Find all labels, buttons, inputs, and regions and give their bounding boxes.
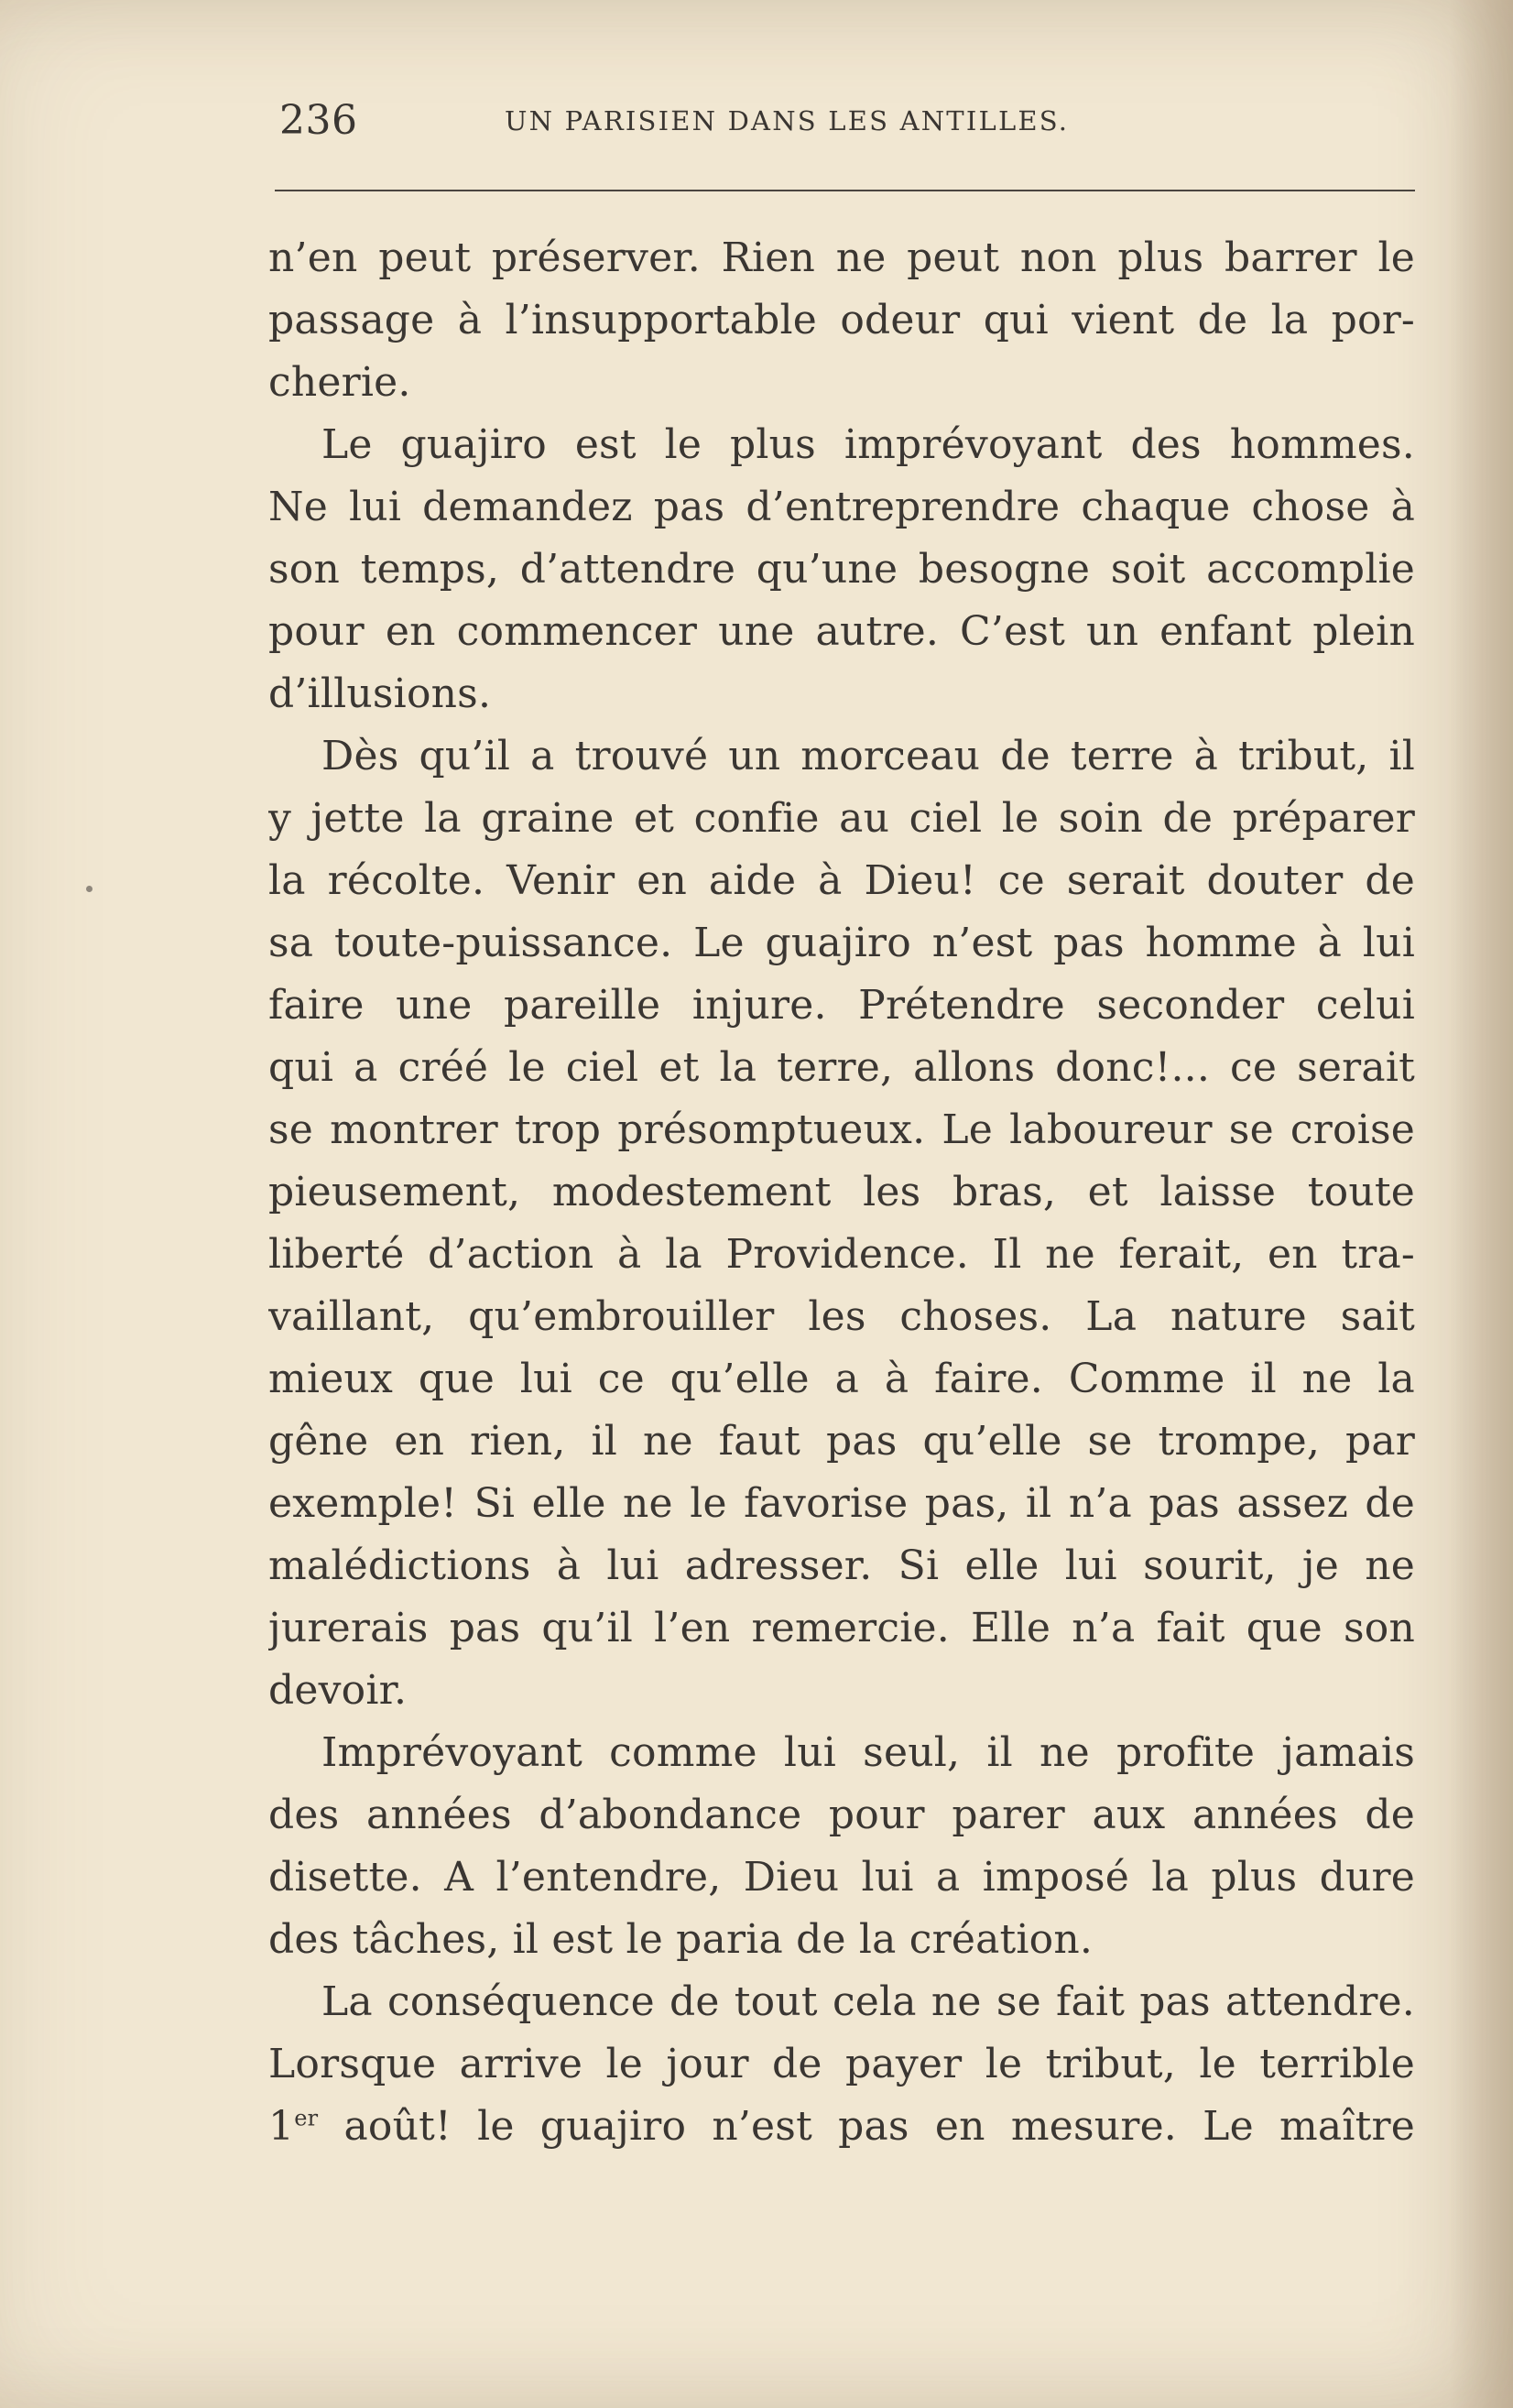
text-line: la récolte. Venir en aide à Dieu! ce serait douter de xyxy=(268,857,1415,904)
text-line: son temps, d’attendre qu’une besogne soit accomplie xyxy=(268,546,1415,593)
text-line: des tâches, il est le paria de la création. xyxy=(268,1916,1094,1963)
text-line: Le guajiro est le plus imprévoyant des hommes. xyxy=(321,421,1415,468)
page-number: 236 xyxy=(279,97,358,144)
text-line: se montrer trop présomptueux. Le laboureur se croise xyxy=(268,1106,1415,1153)
text-line: passage à l’insupportable odeur qui vient de la por- xyxy=(268,297,1415,343)
text-line: faire une pareille injure. Prétendre seconder celui xyxy=(268,982,1415,1029)
text-line: pour en commencer une autre. C’est un enfant plein xyxy=(268,608,1415,655)
text-line: Ne lui demandez pas d’entreprendre chaque chose à xyxy=(268,484,1415,530)
text-line: gêne en rien, il ne faut pas qu’elle se trompe, par xyxy=(268,1418,1415,1465)
text-line: d’illusions. xyxy=(268,670,492,717)
text-line: La conséquence de tout cela ne se fait pas attendre. xyxy=(321,1978,1415,2025)
running-head xyxy=(279,93,1415,148)
text-line: malédictions à lui adresser. Si elle lui sourit, je ne xyxy=(268,1542,1415,1589)
text-line: devoir. xyxy=(268,1667,408,1714)
text-line: liberté d’action à la Providence. Il ne ferait, en tra- xyxy=(268,1231,1415,1278)
text-line: exemple! Si elle ne le favorise pas, il n’a pas assez de xyxy=(268,1480,1415,1527)
text-line: Imprévoyant comme lui seul, il ne profite jamais xyxy=(321,1729,1415,1776)
body-text xyxy=(268,227,1415,2158)
text-line: qui a créé le ciel et la terre, allons donc!... ce serait xyxy=(268,1044,1415,1091)
text-line: pieusement, modestement les bras, et laisse toute xyxy=(268,1169,1415,1215)
text-line: cherie. xyxy=(268,359,411,406)
text-line: sa toute-puissance. Le guajiro n’est pas homme à lui xyxy=(268,920,1415,966)
text-line: mieux que lui ce qu’elle a à faire. Comme il ne la xyxy=(268,1356,1415,1402)
text-line: vaillant, qu’embrouiller les choses. La nature sait xyxy=(268,1293,1415,1340)
text-line-last xyxy=(268,2096,1415,2158)
margin-mark xyxy=(86,886,93,892)
text-line: disette. A l’entendre, Dieu lui a imposé la plus dure xyxy=(268,1854,1415,1901)
header-rule xyxy=(275,190,1415,191)
page-edge-shadow xyxy=(1449,0,1513,2408)
running-title: UN PARISIEN DANS LES ANTILLES. xyxy=(505,105,1070,136)
text-line: Lorsque arrive le jour de payer le tribut, le terrible xyxy=(268,2041,1415,2087)
text-line: Dès qu’il a trouvé un morceau de terre à tribut, il xyxy=(321,733,1415,779)
text-line: n’en peut préserver. Rien ne peut non plus barrer le xyxy=(268,234,1415,281)
date-superscript: er xyxy=(294,2105,319,2131)
text-line: y jette la graine et confie au ciel le soin de préparer xyxy=(268,795,1415,842)
text-line: jurerais pas qu’il l’en remercie. Elle n’a fait que son xyxy=(268,1605,1415,1651)
last-line-text: août! le guajiro n’est pas en mesure. Le maître xyxy=(318,2103,1415,2150)
text-line: des années d’abondance pour parer aux années de xyxy=(268,1792,1415,1838)
date-number: 1 xyxy=(268,2103,295,2150)
